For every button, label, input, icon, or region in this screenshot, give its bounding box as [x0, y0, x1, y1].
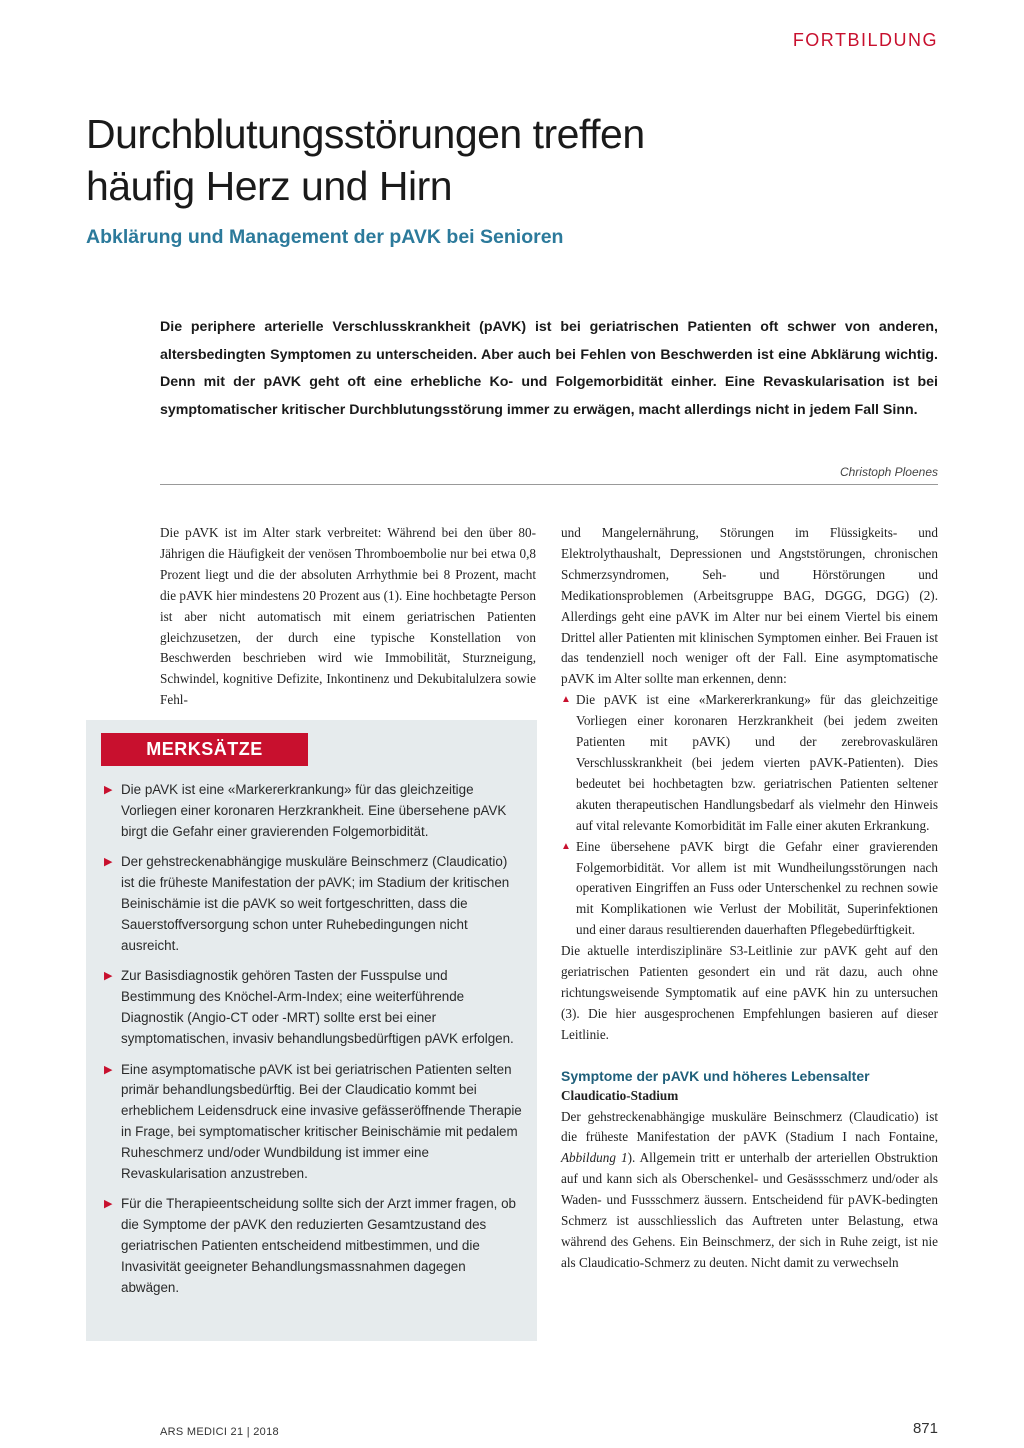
key-point-item: ▶ Eine asymptomatische pAVK ist bei geriatrischen Patienten selten primär behandlungsbedürftig. Bei der Claudicatio kommt bei erheblichem Leidensdruck eine invasive gefässeröffnende Therapie in Frage, bei symptomatischer kritischer Beinischämie mit pedalem Ruheschmerz und/oder Wundbildung ist immer eine Revaskularisation anzustreben.: [104, 1061, 522, 1181]
author-name: Christoph Ploenes: [839, 465, 938, 479]
divider: [160, 484, 938, 485]
journal-info: ARS MEDICI 21 | 2018: [160, 1426, 279, 1438]
bullet-list: [561, 690, 938, 941]
arrow-right-icon: ▶: [104, 784, 113, 796]
key-point-item: ▶ Zur Basisdiagnostik gehören Tasten der Fusspulse und Bestimmung des Knöchel-Arm-Index; eine weiterführende Diagnostik (Angio-CT oder -MRT) sollte erst bei einer symptomatischen, invasiv behandlungsbedürftigen pAVK erfolgen.: [104, 968, 514, 1046]
key-point-item: ▶ Der gehstreckenabhängige muskuläre Beinschmerz (Claudicatio) ist die früheste Manifestation der pAVK; im Stadium der kritischen Beinischämie ist die pAVK so weit fortgeschritten, dass die Sauerstoffversorgung schon unter Ruhebedingungen nicht ausreicht.: [104, 854, 510, 953]
title-line-1: Durchblutungsstörungen treffen: [86, 111, 645, 157]
arrow-right-icon: ▶: [104, 1063, 113, 1076]
body-paragraph: und Mangelernährung, Störungen im Flüssigkeits- und Elektrolythaushalt, Depressionen und Angststörungen, chronischen Schmerzsyndromen, Seh- und Hörstörungen und Medikationsproblemen (Arbeitsgruppe BAG, DGGG, DGG) (2). Allerdings geht eine pAVK im Alter nur bei einem Viertel bis einem Drittel aller Patienten mit klinischen Symptomen einher. Bei Frauen ist das tendenziell noch weniger oft der Fall. Eine asymptomatische pAVK im Alter sollte man erkennen, denn:: [561, 525, 938, 687]
body-paragraph: Die pAVK ist im Alter stark verbreitet: Während bei den über 80-Jährigen die Häufigkeit der venösen Thromboembolie nur bei etwa 0,8 Prozent liegt und die der absoluten Arrhythmie bei 8 Prozent, macht die pAVK hier mindestens 20 Prozent aus (1). Eine hochbetagte Person ist aber nicht automatisch mit einem geriatrischen Patienten gleichzusetzen, der durch eine typische Konstellation von Beschwerden beschrieben wird wie Immobilität, Sturzneigung, Schwindel, kognitive Defizite, Inkontinenz und Dekubitalulzera sowie Fehl-: [160, 525, 536, 708]
key-points-title: MERKSÄTZE: [101, 733, 308, 766]
article-subtitle: Abklärung und Management der pAVK bei Senioren: [86, 226, 564, 248]
body-paragraph: Die aktuelle interdisziplinäre S3-Leitlinie zur pAVK geht auf den geriatrischen Patienten gesondert ein und rät dazu, auch ohne richtungsweisende Symptomatik auf eine pAVK hin zu untersuchen (3). Die hier ausgesprochenen Empfehlungen basieren auf dieser Leitlinie.: [561, 943, 938, 1042]
section-heading: Symptome der pAVK und höheres Lebensalter: [561, 1067, 870, 1084]
arrow-right-icon: ▶: [104, 970, 113, 983]
key-point-item: ▶ Für die Therapieentscheidung sollte sich der Arzt immer fragen, ob die Symptome der pAVK den reduzierten Gesamtzustand des geriatrischen Patienten entscheidend mitbestimmen, und die Invasivität geeigneter Behandlungsmassnahmen dagegen abwägen.: [104, 1196, 516, 1295]
body-column-left: [160, 523, 536, 711]
figure-reference: Abbildung 1: [561, 1150, 628, 1166]
arrow-right-icon: ▶: [104, 856, 113, 869]
article-title: [86, 108, 946, 212]
bullet-item: ▲ Die pAVK ist eine «Markererkrankung» für das gleichzeitige Vorliegen einer koronaren Herzkrankheit (bei jedem zweiten Patienten mit pAVK) und der zerebrovaskulären Verschlusskrankheit (bei jedem vierten pAVK-Patienten). Dies bedeutet bei hochbetagten bzw. geriatrischen Patienten seltener akuten therapeutischen Handlungsbedarf als vielmehr den Hinweis auf vital relevante Komorbidität im Falle einer akuten Erkrankung.: [561, 690, 938, 836]
subsection-heading: Claudicatio-Stadium: [561, 1087, 679, 1103]
key-point-item: ▶ Die pAVK ist eine «Markererkrankung» für das gleichzeitige Vorliegen einer koronaren Herzkrankheit. Eine übersehene pAVK birgt die Gefahr einer gravierenden Folgemorbidität.: [104, 782, 507, 839]
section-label: FORTBILDUNG: [792, 30, 938, 50]
body-paragraph: Der gehstreckenabhängige muskuläre Beinschmerz (Claudicatio) ist die früheste Manifestation der pAVK (Stadium I nach Fontaine, Abbildung 1). Allgemein tritt er unterhalb der arteriellen Obstruktion auf und kann sich als Oberschenkel- und Gesässschmerz und/oder als Waden- und Fussschmerz äussern. Entscheidend für pAVK-bedingten Schmerz ist ausschliesslich das Auftreten unter Belastung, etwa während des Gehens. Ein Beinschmerz, der sich in Ruhe zeigt, ist nie als Claudicatio-Schmerz zu deuten. Nicht damit zu verwechseln: [561, 1108, 939, 1270]
key-points-list: [104, 780, 524, 1308]
page-number: 871: [912, 1420, 938, 1437]
body-column-right: [561, 523, 938, 1274]
title-line-2: häufig Herz und Hirn: [86, 163, 453, 209]
bullet-item: ▲ Eine übersehene pAVK birgt die Gefahr einer gravierenden Folgemorbidität. Vor allem ist mit Wundheilungsstörungen nach operativen Eingriffen an Fuss oder Unterschenkel zu rechnen sowie mit Komplikationen wie Verlust der Mobilität, Superinfektionen und einer daraus resultierenden dauerhaften Pflegebedürftigkeit.: [561, 837, 938, 942]
lead-paragraph: Die periphere arterielle Verschlusskrankheit (pAVK) ist bei geriatrischen Patienten oft schwer von anderen, altersbedingten Symptomen zu unterscheiden. Aber auch bei Fehlen von Beschwerden ist eine Abklärung wichtig. Denn mit der pAVK geht oft eine erhebliche Ko- und Folgemorbidität einher. Eine Revaskularisation ist bei symptomatischer kritischer Durchblutungsstörung immer zu erwägen, macht allerdings nicht in jedem Fall Sinn.: [160, 319, 938, 418]
arrow-right-icon: ▶: [104, 1198, 113, 1211]
